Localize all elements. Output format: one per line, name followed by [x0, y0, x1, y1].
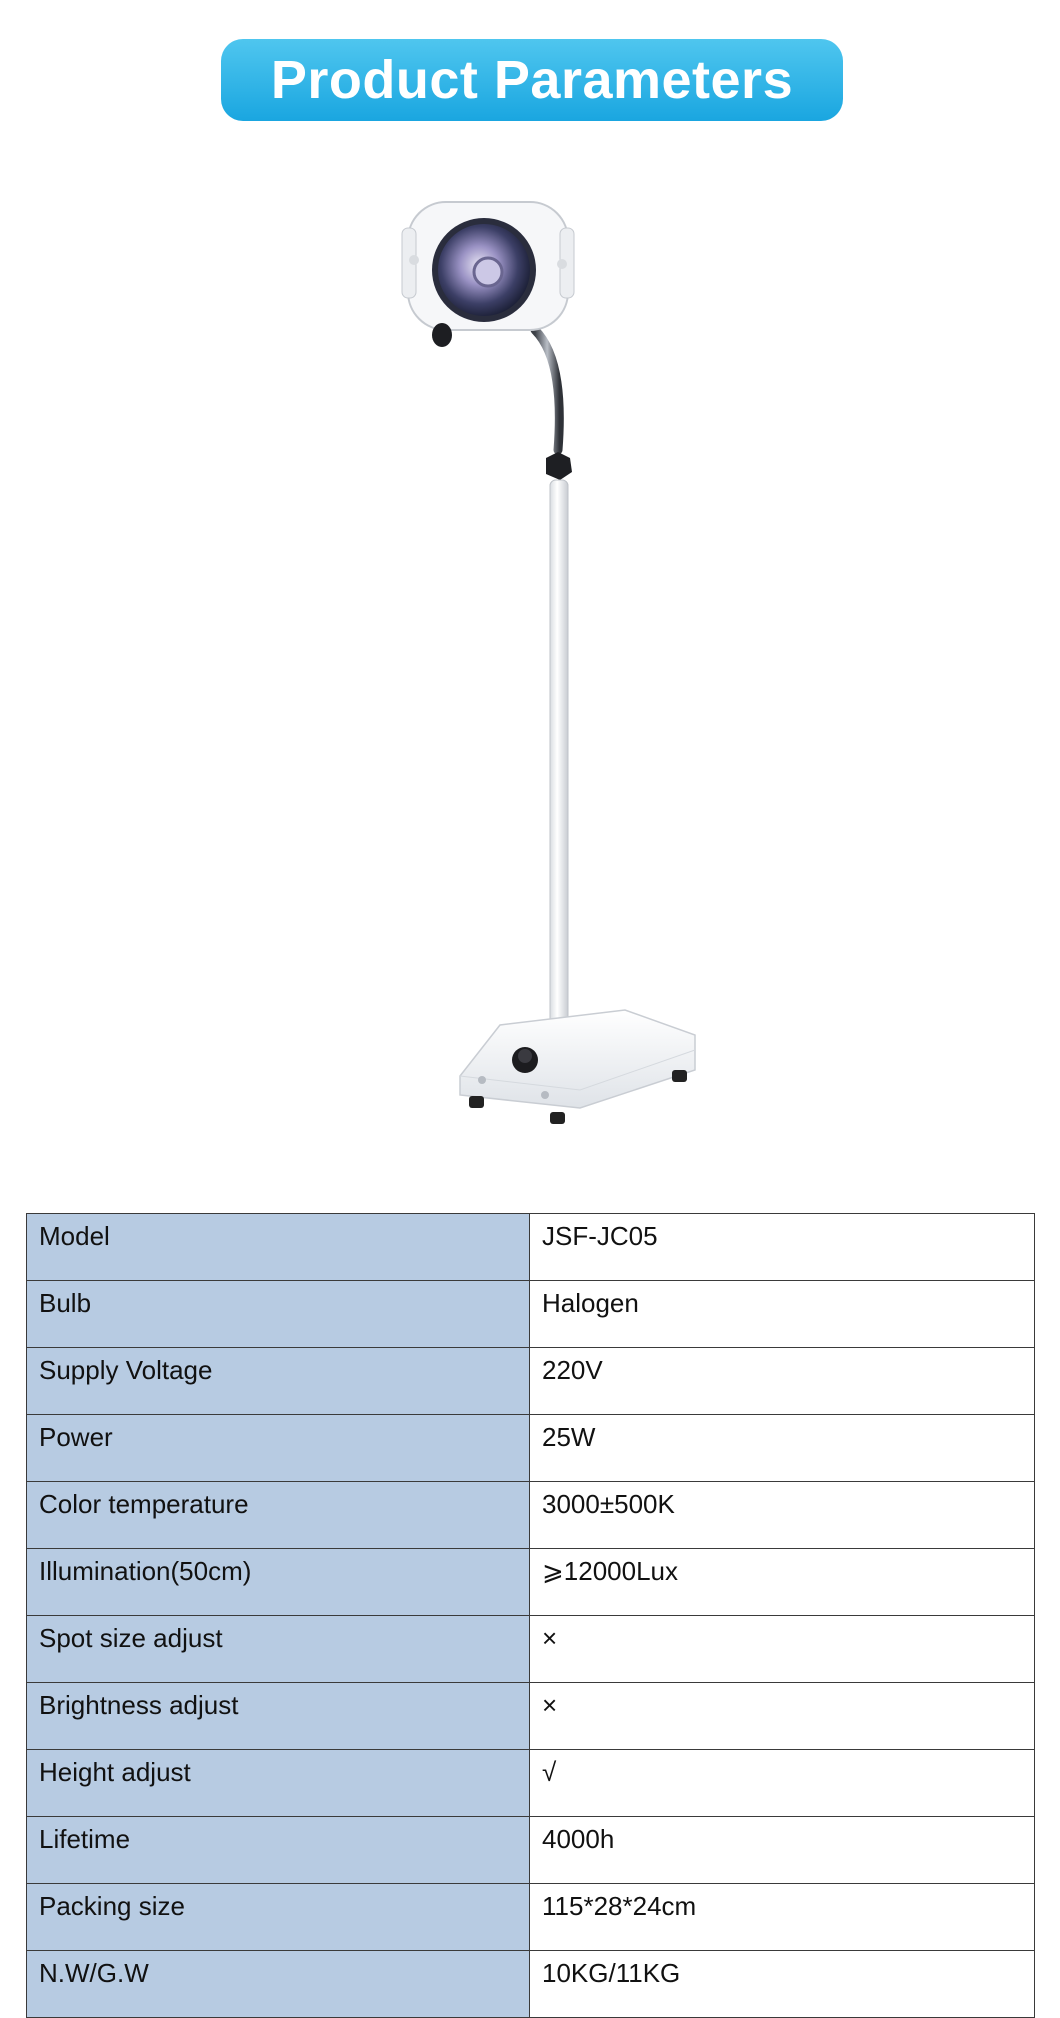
spec-value: ×: [530, 1616, 1035, 1683]
spec-label: Illumination(50cm): [27, 1549, 530, 1616]
spec-label: Lifetime: [27, 1817, 530, 1884]
spec-value: Halogen: [530, 1281, 1035, 1348]
product-image-examination-lamp: [400, 190, 720, 1170]
title-banner: [221, 39, 843, 121]
table-row: [27, 1482, 1035, 1549]
spec-value: JSF-JC05: [530, 1214, 1035, 1281]
spec-value: √: [530, 1750, 1035, 1817]
spec-label: Power: [27, 1415, 530, 1482]
spec-value: 115*28*24cm: [530, 1884, 1035, 1951]
table-row: [27, 1817, 1035, 1884]
spec-label: Color temperature: [27, 1482, 530, 1549]
spec-value: ⩾12000Lux: [530, 1549, 1035, 1616]
table-row: [27, 1951, 1035, 2018]
table-row: [27, 1750, 1035, 1817]
spec-label: Model: [27, 1214, 530, 1281]
spec-value: ×: [530, 1683, 1035, 1750]
spec-label: N.W/G.W: [27, 1951, 530, 2018]
table-row: [27, 1616, 1035, 1683]
spec-label: Brightness adjust: [27, 1683, 530, 1750]
spec-label: Packing size: [27, 1884, 530, 1951]
spec-label: Bulb: [27, 1281, 530, 1348]
spec-label: Spot size adjust: [27, 1616, 530, 1683]
table-row: [27, 1884, 1035, 1951]
spec-label: Supply Voltage: [27, 1348, 530, 1415]
table-row: [27, 1683, 1035, 1750]
table-row: [27, 1214, 1035, 1281]
spec-label: Height adjust: [27, 1750, 530, 1817]
spec-value: 220V: [530, 1348, 1035, 1415]
table-row: [27, 1348, 1035, 1415]
table-row: [27, 1415, 1035, 1482]
spec-value: 4000h: [530, 1817, 1035, 1884]
spec-value: 10KG/11KG: [530, 1951, 1035, 2018]
spec-table: [26, 1213, 1035, 2018]
spec-value: 3000±500K: [530, 1482, 1035, 1549]
page-title: Product Parameters: [270, 50, 794, 110]
table-row: [27, 1281, 1035, 1348]
spec-value: 25W: [530, 1415, 1035, 1482]
table-row: [27, 1549, 1035, 1616]
